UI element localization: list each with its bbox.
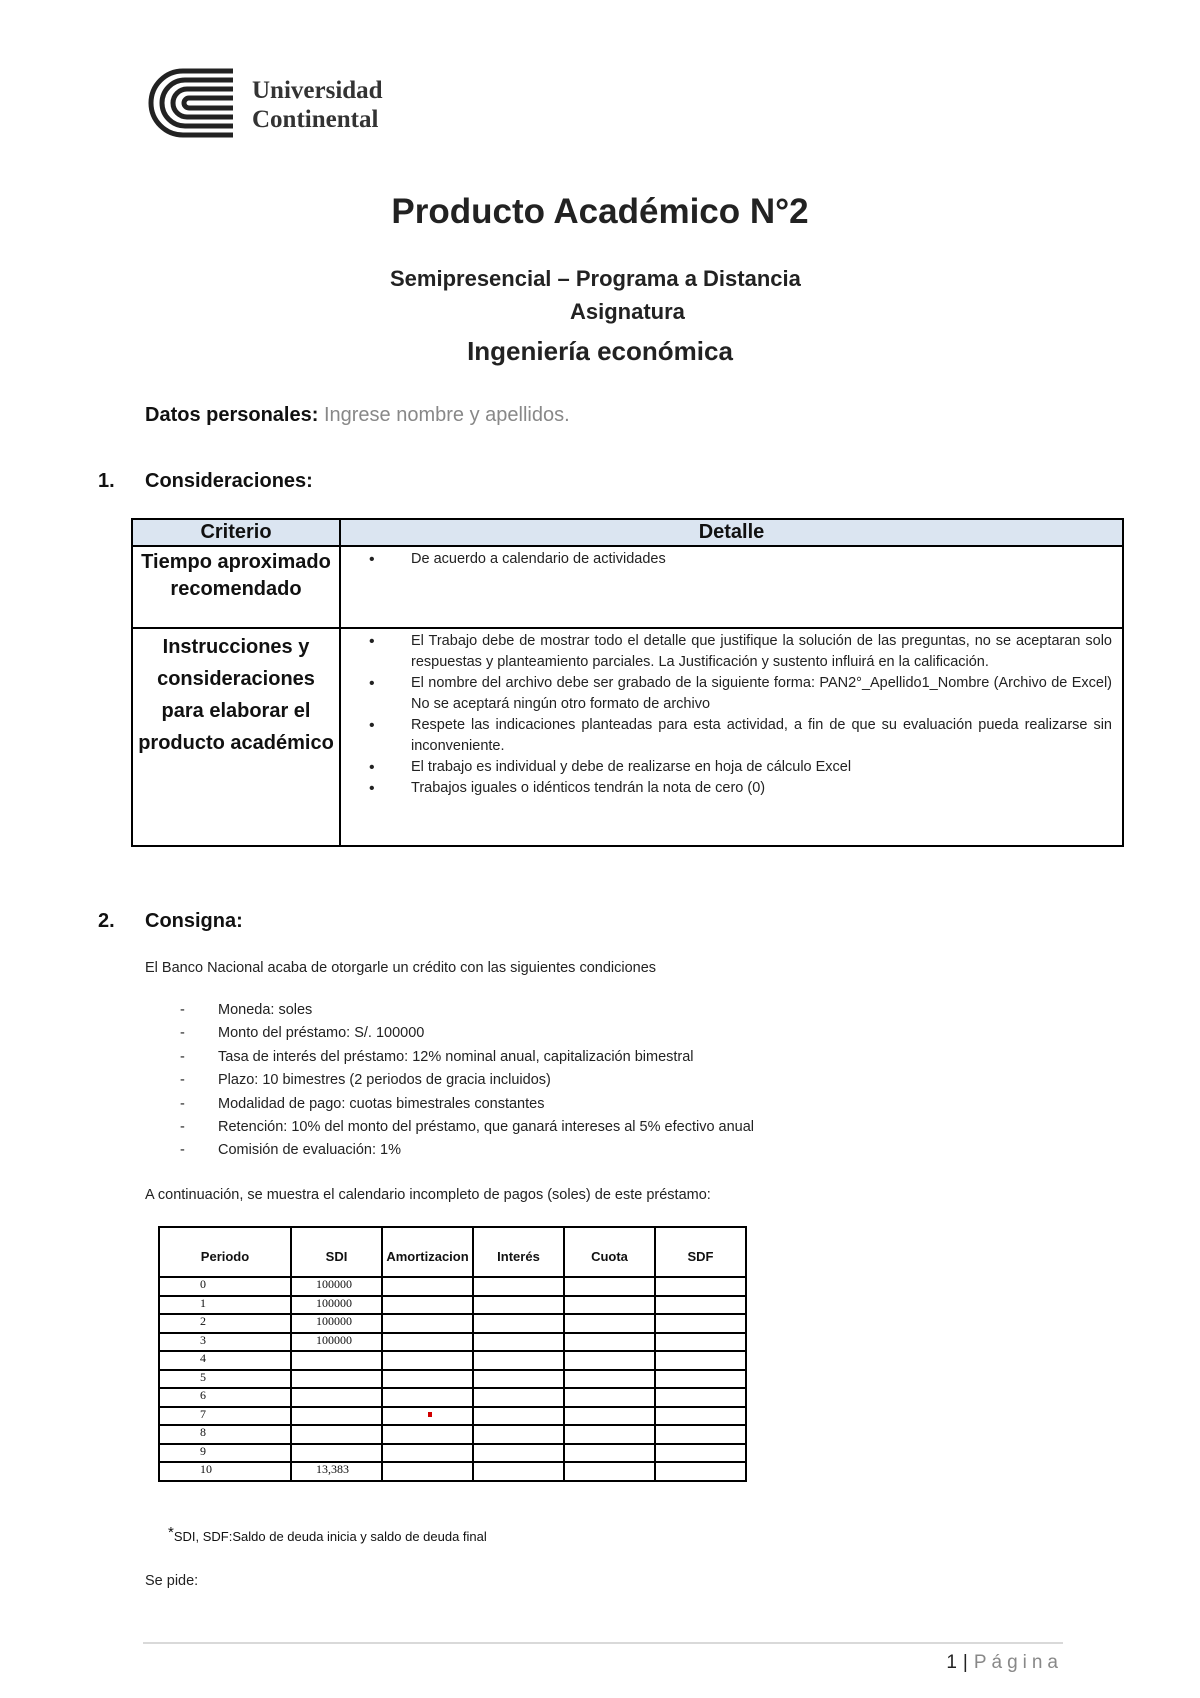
table-cell	[564, 1425, 655, 1444]
table-cell	[473, 1277, 564, 1296]
table-cell	[655, 1351, 746, 1370]
list-item	[180, 1025, 754, 1048]
table-row	[159, 1444, 746, 1463]
footnote-mark: *	[168, 1524, 174, 1541]
condition-text: Plazo: 10 bimestres (2 periodos de gracia incluidos)	[218, 1072, 551, 1089]
header-criterio: Criterio	[132, 519, 340, 546]
table-cell	[655, 1462, 746, 1481]
payment-schedule-table	[158, 1226, 747, 1482]
personal-data-placeholder[interactable]: Ingrese nombre y apellidos	[323, 404, 565, 426]
table-row	[159, 1388, 746, 1407]
table-cell: 100000	[291, 1314, 382, 1333]
table-cell	[382, 1462, 473, 1481]
table-row	[159, 1333, 746, 1352]
table-cell	[564, 1444, 655, 1463]
header-amortizacion: Amortizacion	[382, 1227, 473, 1277]
table-cell: 100000	[291, 1333, 382, 1352]
detalle-cell	[340, 628, 1123, 846]
table-cell	[382, 1333, 473, 1352]
table-cell	[382, 1388, 473, 1407]
criterio-cell: Tiempo aproximado recomendado	[132, 546, 340, 628]
table-cell	[655, 1277, 746, 1296]
table-cell: 0	[159, 1277, 291, 1296]
table-cell	[473, 1444, 564, 1463]
table-cell	[564, 1351, 655, 1370]
table-cell	[473, 1351, 564, 1370]
page-label: Página	[973, 1652, 1063, 1673]
header-sdi: SDI	[291, 1227, 382, 1277]
schedule-header-row	[159, 1227, 746, 1277]
table-cell	[473, 1407, 564, 1426]
table-cell	[564, 1388, 655, 1407]
table-cell	[564, 1370, 655, 1389]
list-item	[180, 1072, 754, 1095]
criterio-cell: Instrucciones y consideraciones para elaborar el producto académico	[132, 628, 340, 846]
table-cell: 13,383	[291, 1462, 382, 1481]
subject-name: Ingeniería económica	[467, 336, 733, 366]
page-footer	[946, 1652, 1063, 1674]
list-item	[180, 1096, 754, 1119]
table-cell	[655, 1333, 746, 1352]
header-interes: Interés	[473, 1227, 564, 1277]
footer-separator: |	[962, 1652, 968, 1673]
list-item: • El Trabajo debe de mostrar todo el detalle que justifique la solución de las preguntas, no se aceptaran solo respuestas y planteamiento parciales. La Justificación y sustento influirá en la calificación.	[369, 631, 1112, 673]
detail-list	[369, 549, 1112, 570]
table-cell	[655, 1388, 746, 1407]
table-cell	[382, 1351, 473, 1370]
page-title: Producto Académico N°2	[391, 192, 809, 231]
table-cell	[473, 1425, 564, 1444]
list-item: • El nombre del archivo debe ser grabado de la siguiente forma: PAN2°_Apellido1_Nombre (Archivo de Excel) No se aceptará ningún otro formato de archivo	[369, 673, 1112, 715]
condition-text: Moneda: soles	[218, 1002, 313, 1018]
table-cell	[291, 1388, 382, 1407]
table-cell	[655, 1296, 746, 1315]
table-row	[159, 1425, 746, 1444]
table-cell: 100000	[291, 1296, 382, 1315]
condition-text: Modalidad de pago: cuotas bimestrales constantes	[218, 1095, 545, 1112]
table-row	[159, 1351, 746, 1370]
list-item: • Trabajos iguales o idénticos tendrán la nota de cero (0)	[369, 778, 1112, 799]
table-row	[159, 1407, 746, 1426]
table-cell	[291, 1407, 382, 1426]
table-cell: 7	[159, 1407, 291, 1426]
footer-divider	[143, 1642, 1063, 1644]
header-periodo: Periodo	[159, 1227, 291, 1277]
table-row	[159, 1314, 746, 1333]
table-cell: 6	[159, 1388, 291, 1407]
table-cell	[291, 1370, 382, 1389]
table-cell	[473, 1333, 564, 1352]
se-pide: Se pide:	[145, 1573, 199, 1589]
page-number: 1	[946, 1652, 957, 1673]
table-cell	[564, 1333, 655, 1352]
table-row	[159, 1277, 746, 1296]
condition-text: Comisión de evaluación: 1%	[218, 1142, 401, 1159]
logo-line-1: Universidad	[252, 77, 383, 104]
detalle-cell	[340, 546, 1123, 628]
table-cell: 2	[159, 1314, 291, 1333]
dash: -	[180, 1142, 185, 1159]
section-2-title: Consigna:	[145, 910, 243, 932]
header-detalle: Detalle	[340, 519, 1123, 546]
dash: -	[180, 1048, 185, 1065]
table-cell	[564, 1277, 655, 1296]
list-item	[180, 1142, 754, 1165]
dash: -	[180, 1095, 185, 1112]
condition-text: Tasa de interés del préstamo: 12% nominal anual, capitalización bimestral	[218, 1048, 694, 1065]
logo-text	[252, 76, 383, 134]
section-2-number: 2.	[98, 910, 115, 932]
table-cell	[382, 1444, 473, 1463]
dash: -	[180, 1002, 185, 1018]
section-2-heading	[98, 910, 243, 933]
table-cell	[564, 1296, 655, 1315]
table-row	[159, 1296, 746, 1315]
table-cell	[564, 1462, 655, 1481]
table-cell: 4	[159, 1351, 291, 1370]
table-cell	[382, 1425, 473, 1444]
table-cell	[473, 1296, 564, 1315]
table-cell	[382, 1296, 473, 1315]
table-intro: A continuación, se muestra el calendario incompleto de pagos (soles) de este préstamo:	[145, 1187, 711, 1203]
section-1-number: 1.	[98, 470, 115, 492]
table-cell	[382, 1277, 473, 1296]
table-cell	[655, 1407, 746, 1426]
condition-text: Retención: 10% del monto del préstamo, que ganará intereses al 5% efectivo anual	[218, 1118, 755, 1135]
table-cell: 9	[159, 1444, 291, 1463]
subtitle: Semipresencial – Programa a Distancia	[390, 266, 801, 291]
table-cell	[655, 1314, 746, 1333]
table-cell	[291, 1351, 382, 1370]
header-cuota: Cuota	[564, 1227, 655, 1277]
table-cell	[473, 1388, 564, 1407]
dash: -	[180, 1025, 185, 1042]
footnote-text: SDI, SDF:Saldo de deuda inicia y saldo de deuda final	[173, 1529, 487, 1544]
table-row	[159, 1370, 746, 1389]
table-cell	[655, 1444, 746, 1463]
table-cell	[473, 1370, 564, 1389]
table-cell: 10	[159, 1462, 291, 1481]
condition-text: Monto del préstamo: S/. 100000	[218, 1025, 425, 1042]
table-cell: 5	[159, 1370, 291, 1389]
schedule-body	[159, 1277, 746, 1481]
table-cell	[473, 1462, 564, 1481]
list-item	[180, 1049, 754, 1072]
table-cell	[382, 1370, 473, 1389]
university-logo-icon	[143, 68, 235, 138]
table-row	[132, 628, 1123, 846]
considerations-header-row	[132, 519, 1123, 546]
table-cell	[655, 1370, 746, 1389]
dash: -	[180, 1072, 185, 1089]
table-cell	[291, 1444, 382, 1463]
table-row	[159, 1462, 746, 1481]
table-cell	[473, 1314, 564, 1333]
list-item: • Respete las indicaciones planteadas para esta actividad, a fin de que su evaluación pueda realizarse sin inconveniente.	[369, 715, 1112, 757]
personal-data-period: .	[564, 404, 570, 426]
dash: -	[180, 1118, 185, 1135]
table-cell	[564, 1314, 655, 1333]
header-sdf: SDF	[655, 1227, 746, 1277]
logo-line-2: Continental	[252, 106, 379, 133]
subject-label: Asignatura	[570, 299, 685, 324]
table-cell	[291, 1425, 382, 1444]
table-cell: 100000	[291, 1277, 382, 1296]
considerations-table	[131, 518, 1124, 847]
detail-list	[369, 631, 1112, 799]
personal-data	[145, 404, 570, 427]
table-row	[132, 546, 1123, 628]
table-cell: 8	[159, 1425, 291, 1444]
red-mark	[428, 1412, 432, 1417]
conditions-list	[180, 1002, 754, 1166]
list-item	[180, 1002, 754, 1025]
university-logo	[143, 68, 403, 146]
table-cell: 3	[159, 1333, 291, 1352]
section-1-title: Consideraciones:	[145, 470, 313, 492]
table-cell	[564, 1407, 655, 1426]
table-cell	[655, 1425, 746, 1444]
list-item: • El trabajo es individual y debe de realizarse en hoja de cálculo Excel	[369, 757, 1112, 778]
section-1-heading	[98, 470, 313, 493]
table-cell	[382, 1314, 473, 1333]
list-item: • De acuerdo a calendario de actividades	[369, 549, 1112, 570]
table-cell: 1	[159, 1296, 291, 1315]
personal-data-label: Datos personales:	[145, 404, 319, 426]
footnote	[168, 1524, 487, 1544]
consigna-intro: El Banco Nacional acaba de otorgarle un crédito con las siguientes condiciones	[145, 960, 657, 976]
list-item	[180, 1119, 754, 1142]
